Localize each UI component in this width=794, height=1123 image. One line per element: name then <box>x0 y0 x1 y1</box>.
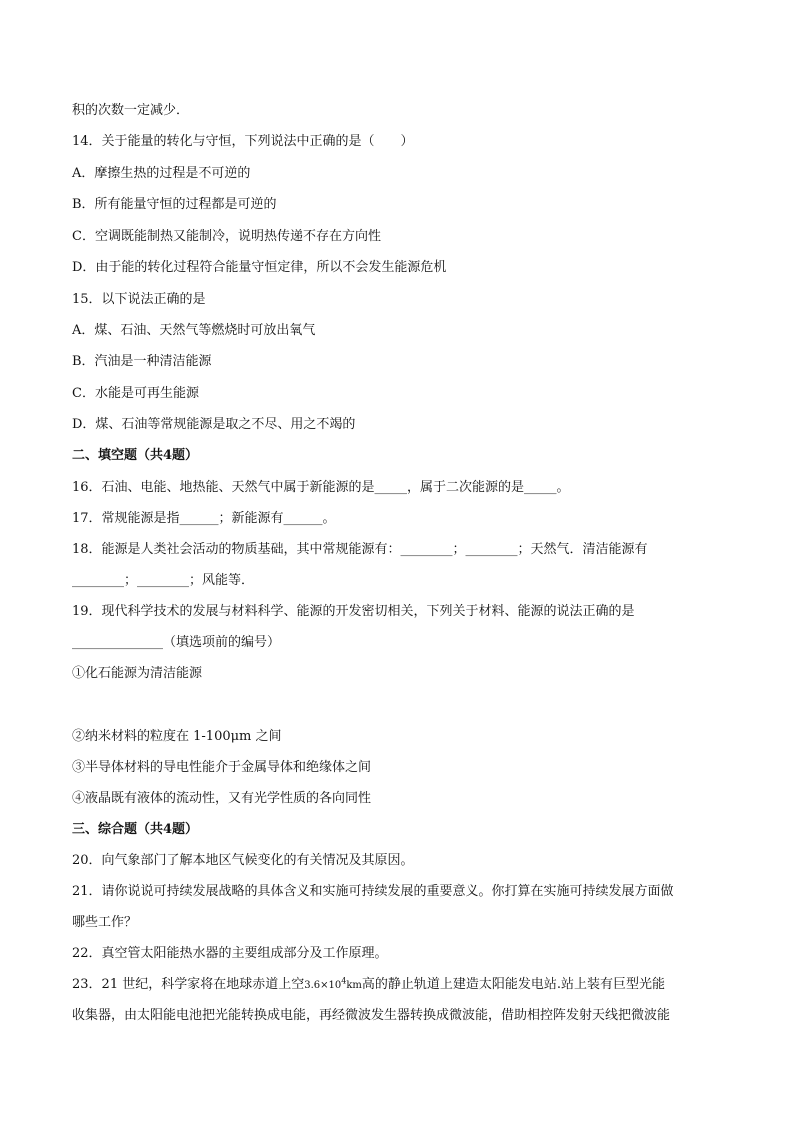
question-23-continued: 收集器，由太阳能电池把光能转换成电能，再经微波发生器转换成微波能，借助相控阵发射天线把微波能 <box>72 1008 671 1023</box>
question-23-suffix: 高的静止轨道上建造太阳能发电站.站上装有巨型光能 <box>361 977 666 992</box>
question-23-prefix: 23．21 世纪，科学家将在地球赤道上空 <box>72 977 305 992</box>
choice-2: ②纳米材料的粒度在 1-100μm 之间 <box>72 729 282 744</box>
option-b: B．所有能量守恒的过程都是可逆的 <box>72 197 277 212</box>
text-line: 积的次数一定减少． <box>72 103 190 118</box>
question-15: 15．以下说法正确的是 <box>72 292 206 307</box>
question-21-continued: 哪些工作？ <box>72 915 138 930</box>
choice-1: ①化石能源为清洁能源 <box>72 666 203 681</box>
question-22: 22．真空管太阳能热水器的主要组成部分及工作原理。 <box>72 946 388 961</box>
question-19-continued: ______________（填选项前的编号） <box>72 635 281 650</box>
option-d: D．由于能的转化过程符合能量守恒定律，所以不会发生能源危机 <box>72 260 447 275</box>
question-14: 14．关于能量的转化与守恒，下列说法中正确的是（ ） <box>72 134 414 149</box>
choice-4: ④液晶既有液体的流动性，又有光学性质的各向同性 <box>72 791 372 806</box>
distance-value: $3.6\times 10^4km$ <box>304 976 362 991</box>
option-d: D．煤、石油等常规能源是取之不尽、用之不竭的 <box>72 417 356 432</box>
question-19: 19．现代科学技术的发展与材料科学、能源的开发密切相关，下列关于材料、能源的说法正确的是 <box>72 604 635 619</box>
question-18-continued: ________；________；风能等． <box>72 573 255 588</box>
question-23 <box>72 975 722 996</box>
question-16: 16．石油、电能、地热能、天然气中属于新能源的是_____，属于二次能源的是_____。 <box>72 480 570 495</box>
option-c: C．空调既能制热又能制冷，说明热传递不存在方向性 <box>72 229 381 244</box>
option-a: A．摩擦生热的过程是不可逆的 <box>72 166 251 181</box>
question-21: 21．请你说说可持续发展战略的具体含义和实施可持续发展的重要意义。你打算在实施可持续发展方面做 <box>72 884 674 899</box>
option-c: C．水能是可再生能源 <box>72 386 199 401</box>
option-b: B．汽油是一种清洁能源 <box>72 354 212 369</box>
choice-3: ③半导体材料的导电性能介于金属导体和绝缘体之间 <box>72 760 372 775</box>
option-a: A．煤、石油、天然气等燃烧时可放出氧气 <box>72 323 316 338</box>
section-heading-comprehensive: 三、综合题（共4题） <box>72 822 199 837</box>
question-20: 20．向气象部门了解本地区气候变化的有关情况及其原因。 <box>72 853 414 868</box>
question-18: 18．能源是人类社会活动的物质基础，其中常规能源有：________；________；天然气．清洁能源有 <box>72 542 648 557</box>
question-17: 17．常规能源是指______；新能源有______。 <box>72 511 336 526</box>
section-heading-fill-in: 二、填空题（共4题） <box>72 448 199 463</box>
